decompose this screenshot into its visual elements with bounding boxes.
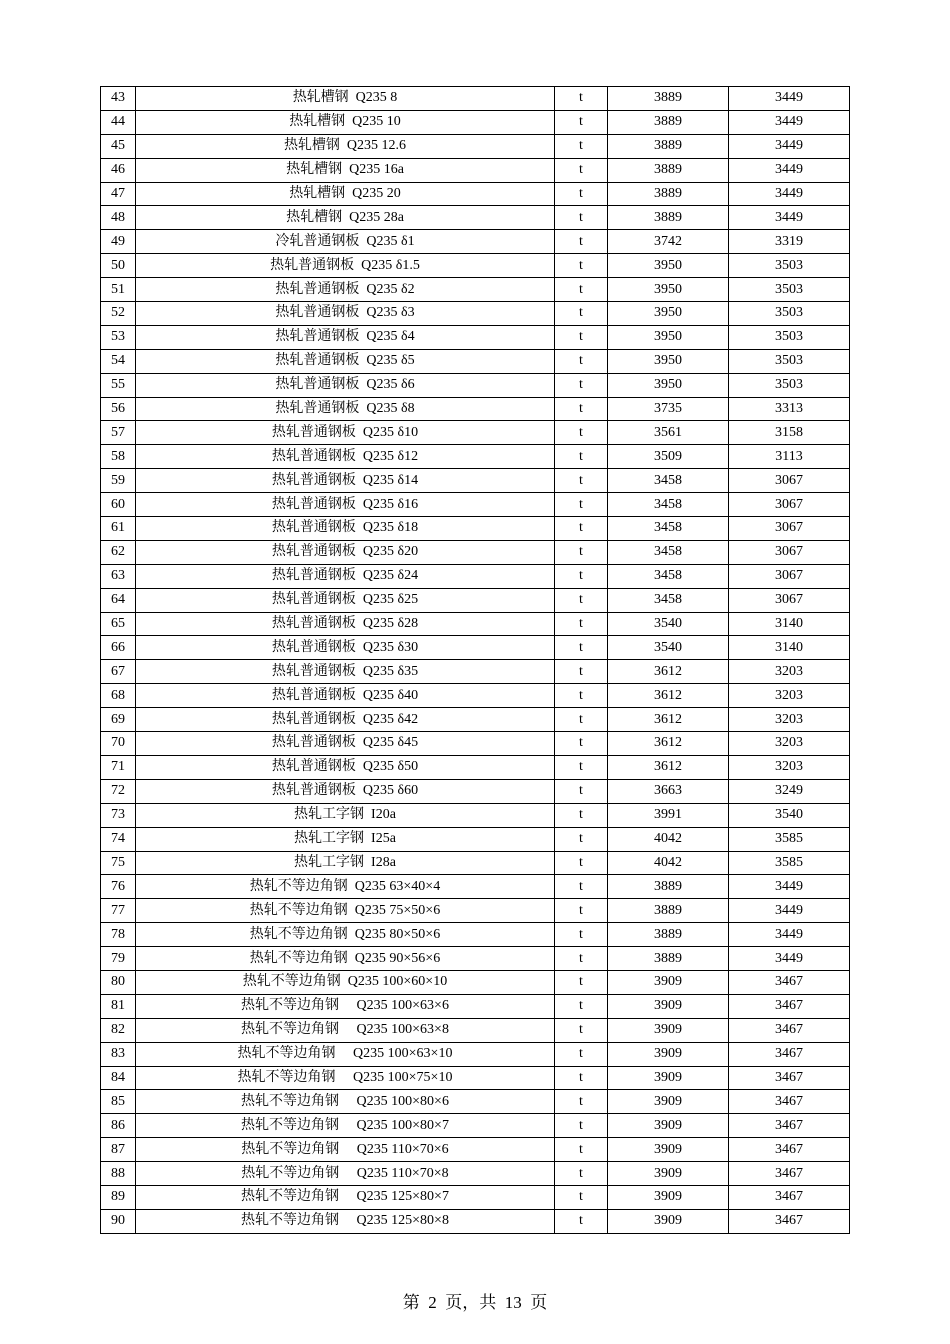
row-number-cell: 46 xyxy=(101,158,136,182)
unit-cell: t xyxy=(555,134,608,158)
price-2-cell: 3467 xyxy=(729,1209,850,1233)
table-row xyxy=(101,469,850,493)
row-number-cell: 62 xyxy=(101,540,136,564)
unit-cell: t xyxy=(555,469,608,493)
price-1-cell: 3950 xyxy=(608,302,729,326)
item-name-cell: 冷轧普通钢板 Q235 δ1 xyxy=(136,230,555,254)
row-number-cell: 50 xyxy=(101,254,136,278)
price-2-cell: 3449 xyxy=(729,206,850,230)
table-row xyxy=(101,779,850,803)
unit-cell: t xyxy=(555,612,608,636)
unit-cell: t xyxy=(555,732,608,756)
item-name-cell: 热轧槽钢 Q235 10 xyxy=(136,110,555,134)
unit-cell: t xyxy=(555,803,608,827)
table-row xyxy=(101,1090,850,1114)
row-number-cell: 66 xyxy=(101,636,136,660)
unit-cell: t xyxy=(555,540,608,564)
row-number-cell: 52 xyxy=(101,302,136,326)
row-number-cell: 89 xyxy=(101,1185,136,1209)
price-2-cell: 3449 xyxy=(729,182,850,206)
row-number-cell: 59 xyxy=(101,469,136,493)
price-2-cell: 3067 xyxy=(729,564,850,588)
table-row xyxy=(101,302,850,326)
item-name-cell: 热轧不等边角钢 Q235 100×80×7 xyxy=(136,1114,555,1138)
row-number-cell: 68 xyxy=(101,684,136,708)
price-2-cell: 3467 xyxy=(729,1162,850,1186)
price-1-cell: 3889 xyxy=(608,947,729,971)
unit-cell: t xyxy=(555,1185,608,1209)
unit-cell: t xyxy=(555,373,608,397)
price-1-cell: 3458 xyxy=(608,564,729,588)
table-row xyxy=(101,158,850,182)
price-1-cell: 3950 xyxy=(608,349,729,373)
table-row xyxy=(101,612,850,636)
row-number-cell: 57 xyxy=(101,421,136,445)
item-name-cell: 热轧普通钢板 Q235 δ8 xyxy=(136,397,555,421)
table-row xyxy=(101,899,850,923)
price-1-cell: 3889 xyxy=(608,134,729,158)
unit-cell: t xyxy=(555,110,608,134)
price-1-cell: 3889 xyxy=(608,206,729,230)
row-number-cell: 61 xyxy=(101,517,136,541)
item-name-cell: 热轧普通钢板 Q235 δ40 xyxy=(136,684,555,708)
table-row xyxy=(101,540,850,564)
item-name-cell: 热轧不等边角钢 Q235 75×50×6 xyxy=(136,899,555,923)
unit-cell: t xyxy=(555,230,608,254)
row-number-cell: 72 xyxy=(101,779,136,803)
price-2-cell: 3467 xyxy=(729,1066,850,1090)
unit-cell: t xyxy=(555,325,608,349)
row-number-cell: 53 xyxy=(101,325,136,349)
table-row xyxy=(101,493,850,517)
price-1-cell: 3458 xyxy=(608,588,729,612)
item-name-cell: 热轧普通钢板 Q235 δ3 xyxy=(136,302,555,326)
item-name-cell: 热轧槽钢 Q235 16a xyxy=(136,158,555,182)
row-number-cell: 79 xyxy=(101,947,136,971)
row-number-cell: 90 xyxy=(101,1209,136,1233)
price-1-cell: 3889 xyxy=(608,899,729,923)
row-number-cell: 45 xyxy=(101,134,136,158)
price-2-cell: 3449 xyxy=(729,899,850,923)
unit-cell: t xyxy=(555,87,608,111)
price-2-cell: 3503 xyxy=(729,325,850,349)
row-number-cell: 54 xyxy=(101,349,136,373)
unit-cell: t xyxy=(555,588,608,612)
row-number-cell: 87 xyxy=(101,1138,136,1162)
item-name-cell: 热轧槽钢 Q235 28a xyxy=(136,206,555,230)
unit-cell: t xyxy=(555,779,608,803)
table-row xyxy=(101,1138,850,1162)
unit-cell: t xyxy=(555,1066,608,1090)
item-name-cell: 热轧普通钢板 Q235 δ28 xyxy=(136,612,555,636)
item-name-cell: 热轧工字钢 I28a xyxy=(136,851,555,875)
table-row xyxy=(101,970,850,994)
price-2-cell: 3503 xyxy=(729,302,850,326)
price-2-cell: 3158 xyxy=(729,421,850,445)
row-number-cell: 74 xyxy=(101,827,136,851)
row-number-cell: 65 xyxy=(101,612,136,636)
price-1-cell: 3909 xyxy=(608,1090,729,1114)
price-1-cell: 3458 xyxy=(608,540,729,564)
table-row xyxy=(101,660,850,684)
item-name-cell: 热轧普通钢板 Q235 δ30 xyxy=(136,636,555,660)
row-number-cell: 63 xyxy=(101,564,136,588)
table-row xyxy=(101,397,850,421)
price-1-cell: 3950 xyxy=(608,254,729,278)
price-1-cell: 3909 xyxy=(608,1018,729,1042)
unit-cell: t xyxy=(555,158,608,182)
price-2-cell: 3113 xyxy=(729,445,850,469)
item-name-cell: 热轧不等边角钢 Q235 100×63×10 xyxy=(136,1042,555,1066)
price-1-cell: 3950 xyxy=(608,278,729,302)
row-number-cell: 71 xyxy=(101,755,136,779)
item-name-cell: 热轧普通钢板 Q235 δ6 xyxy=(136,373,555,397)
price-1-cell: 3909 xyxy=(608,1209,729,1233)
row-number-cell: 47 xyxy=(101,182,136,206)
table-row xyxy=(101,875,850,899)
price-1-cell: 3735 xyxy=(608,397,729,421)
item-name-cell: 热轧不等边角钢 Q235 80×50×6 xyxy=(136,923,555,947)
price-1-cell: 3889 xyxy=(608,923,729,947)
item-name-cell: 热轧普通钢板 Q235 δ42 xyxy=(136,708,555,732)
unit-cell: t xyxy=(555,1114,608,1138)
price-2-cell: 3313 xyxy=(729,397,850,421)
item-name-cell: 热轧不等边角钢 Q235 110×70×8 xyxy=(136,1162,555,1186)
price-2-cell: 3449 xyxy=(729,134,850,158)
price-2-cell: 3203 xyxy=(729,755,850,779)
item-name-cell: 热轧普通钢板 Q235 δ5 xyxy=(136,349,555,373)
row-number-cell: 88 xyxy=(101,1162,136,1186)
price-2-cell: 3449 xyxy=(729,158,850,182)
price-1-cell: 3561 xyxy=(608,421,729,445)
item-name-cell: 热轧普通钢板 Q235 δ20 xyxy=(136,540,555,564)
item-name-cell: 热轧普通钢板 Q235 δ16 xyxy=(136,493,555,517)
price-1-cell: 3540 xyxy=(608,612,729,636)
table-row xyxy=(101,517,850,541)
unit-cell: t xyxy=(555,1090,608,1114)
row-number-cell: 64 xyxy=(101,588,136,612)
row-number-cell: 82 xyxy=(101,1018,136,1042)
unit-cell: t xyxy=(555,923,608,947)
unit-cell: t xyxy=(555,278,608,302)
price-2-cell: 3203 xyxy=(729,660,850,684)
price-2-cell: 3140 xyxy=(729,612,850,636)
item-name-cell: 热轧普通钢板 Q235 δ10 xyxy=(136,421,555,445)
item-name-cell: 热轧普通钢板 Q235 δ4 xyxy=(136,325,555,349)
unit-cell: t xyxy=(555,302,608,326)
table-row xyxy=(101,349,850,373)
row-number-cell: 58 xyxy=(101,445,136,469)
price-1-cell: 3612 xyxy=(608,684,729,708)
price-1-cell: 3612 xyxy=(608,660,729,684)
price-2-cell: 3449 xyxy=(729,87,850,111)
row-number-cell: 81 xyxy=(101,994,136,1018)
unit-cell: t xyxy=(555,397,608,421)
unit-cell: t xyxy=(555,708,608,732)
price-1-cell: 3950 xyxy=(608,373,729,397)
row-number-cell: 76 xyxy=(101,875,136,899)
unit-cell: t xyxy=(555,254,608,278)
price-1-cell: 4042 xyxy=(608,827,729,851)
item-name-cell: 热轧不等边角钢 Q235 125×80×8 xyxy=(136,1209,555,1233)
table-row xyxy=(101,134,850,158)
price-1-cell: 3909 xyxy=(608,1066,729,1090)
price-2-cell: 3140 xyxy=(729,636,850,660)
price-2-cell: 3585 xyxy=(729,851,850,875)
price-1-cell: 3889 xyxy=(608,158,729,182)
price-2-cell: 3067 xyxy=(729,588,850,612)
row-number-cell: 55 xyxy=(101,373,136,397)
row-number-cell: 80 xyxy=(101,970,136,994)
price-2-cell: 3249 xyxy=(729,779,850,803)
price-2-cell: 3467 xyxy=(729,1138,850,1162)
item-name-cell: 热轧普通钢板 Q235 δ35 xyxy=(136,660,555,684)
price-2-cell: 3540 xyxy=(729,803,850,827)
price-1-cell: 3909 xyxy=(608,1162,729,1186)
unit-cell: t xyxy=(555,636,608,660)
unit-cell: t xyxy=(555,182,608,206)
table-row xyxy=(101,110,850,134)
price-1-cell: 3663 xyxy=(608,779,729,803)
price-2-cell: 3067 xyxy=(729,493,850,517)
row-number-cell: 77 xyxy=(101,899,136,923)
price-1-cell: 3909 xyxy=(608,1114,729,1138)
price-1-cell: 3909 xyxy=(608,970,729,994)
item-name-cell: 热轧不等边角钢 Q235 90×56×6 xyxy=(136,947,555,971)
price-2-cell: 3203 xyxy=(729,684,850,708)
price-2-cell: 3467 xyxy=(729,1018,850,1042)
price-2-cell: 3585 xyxy=(729,827,850,851)
item-name-cell: 热轧普通钢板 Q235 δ50 xyxy=(136,755,555,779)
table-row xyxy=(101,636,850,660)
price-1-cell: 3909 xyxy=(608,1185,729,1209)
price-2-cell: 3203 xyxy=(729,732,850,756)
row-number-cell: 60 xyxy=(101,493,136,517)
price-2-cell: 3467 xyxy=(729,1114,850,1138)
price-1-cell: 3458 xyxy=(608,493,729,517)
item-name-cell: 热轧不等边角钢 Q235 100×80×6 xyxy=(136,1090,555,1114)
table-row xyxy=(101,325,850,349)
unit-cell: t xyxy=(555,206,608,230)
unit-cell: t xyxy=(555,970,608,994)
item-name-cell: 热轧普通钢板 Q235 δ14 xyxy=(136,469,555,493)
price-1-cell: 3612 xyxy=(608,732,729,756)
price-2-cell: 3467 xyxy=(729,1042,850,1066)
item-name-cell: 热轧普通钢板 Q235 δ25 xyxy=(136,588,555,612)
unit-cell: t xyxy=(555,493,608,517)
unit-cell: t xyxy=(555,564,608,588)
unit-cell: t xyxy=(555,827,608,851)
item-name-cell: 热轧普通钢板 Q235 δ12 xyxy=(136,445,555,469)
row-number-cell: 69 xyxy=(101,708,136,732)
item-name-cell: 热轧工字钢 I25a xyxy=(136,827,555,851)
table-row xyxy=(101,421,850,445)
page-footer: 第 2 页，共 13 页 xyxy=(402,1293,548,1312)
price-1-cell: 3889 xyxy=(608,110,729,134)
price-1-cell: 3950 xyxy=(608,325,729,349)
item-name-cell: 热轧普通钢板 Q235 δ24 xyxy=(136,564,555,588)
row-number-cell: 85 xyxy=(101,1090,136,1114)
unit-cell: t xyxy=(555,1162,608,1186)
price-1-cell: 3509 xyxy=(608,445,729,469)
item-name-cell: 热轧工字钢 I20a xyxy=(136,803,555,827)
table-row xyxy=(101,87,850,111)
row-number-cell: 56 xyxy=(101,397,136,421)
item-name-cell: 热轧不等边角钢 Q235 110×70×6 xyxy=(136,1138,555,1162)
price-1-cell: 3889 xyxy=(608,182,729,206)
price-1-cell: 3612 xyxy=(608,755,729,779)
row-number-cell: 51 xyxy=(101,278,136,302)
price-2-cell: 3467 xyxy=(729,994,850,1018)
price-table xyxy=(100,86,850,1234)
item-name-cell: 热轧不等边角钢 Q235 63×40×4 xyxy=(136,875,555,899)
table-row xyxy=(101,182,850,206)
item-name-cell: 热轧普通钢板 Q235 δ2 xyxy=(136,278,555,302)
table-row xyxy=(101,230,850,254)
price-2-cell: 3067 xyxy=(729,469,850,493)
table-row xyxy=(101,732,850,756)
table-row xyxy=(101,1042,850,1066)
unit-cell: t xyxy=(555,660,608,684)
table-row xyxy=(101,684,850,708)
item-name-cell: 热轧不等边角钢 Q235 100×60×10 xyxy=(136,970,555,994)
price-1-cell: 3889 xyxy=(608,87,729,111)
unit-cell: t xyxy=(555,875,608,899)
item-name-cell: 热轧普通钢板 Q235 δ60 xyxy=(136,779,555,803)
row-number-cell: 78 xyxy=(101,923,136,947)
row-number-cell: 83 xyxy=(101,1042,136,1066)
price-1-cell: 3991 xyxy=(608,803,729,827)
price-1-cell: 3909 xyxy=(608,1138,729,1162)
unit-cell: t xyxy=(555,851,608,875)
row-number-cell: 86 xyxy=(101,1114,136,1138)
price-1-cell: 4042 xyxy=(608,851,729,875)
unit-cell: t xyxy=(555,994,608,1018)
unit-cell: t xyxy=(555,1209,608,1233)
row-number-cell: 48 xyxy=(101,206,136,230)
unit-cell: t xyxy=(555,517,608,541)
unit-cell: t xyxy=(555,755,608,779)
price-1-cell: 3458 xyxy=(608,469,729,493)
row-number-cell: 49 xyxy=(101,230,136,254)
item-name-cell: 热轧普通钢板 Q235 δ18 xyxy=(136,517,555,541)
unit-cell: t xyxy=(555,1138,608,1162)
price-1-cell: 3612 xyxy=(608,708,729,732)
table-row xyxy=(101,1018,850,1042)
row-number-cell: 73 xyxy=(101,803,136,827)
price-1-cell: 3742 xyxy=(608,230,729,254)
unit-cell: t xyxy=(555,421,608,445)
price-2-cell: 3067 xyxy=(729,540,850,564)
table-row xyxy=(101,803,850,827)
table-row xyxy=(101,947,850,971)
price-2-cell: 3503 xyxy=(729,278,850,302)
table-row xyxy=(101,851,850,875)
table-row xyxy=(101,708,850,732)
price-1-cell: 3909 xyxy=(608,994,729,1018)
table-row xyxy=(101,1066,850,1090)
table-row xyxy=(101,755,850,779)
price-2-cell: 3067 xyxy=(729,517,850,541)
row-number-cell: 75 xyxy=(101,851,136,875)
table-row xyxy=(101,1114,850,1138)
table-row xyxy=(101,445,850,469)
table-row xyxy=(101,1185,850,1209)
table-body xyxy=(101,87,850,1234)
price-2-cell: 3467 xyxy=(729,1185,850,1209)
price-1-cell: 3540 xyxy=(608,636,729,660)
price-2-cell: 3449 xyxy=(729,923,850,947)
unit-cell: t xyxy=(555,1042,608,1066)
row-number-cell: 43 xyxy=(101,87,136,111)
price-2-cell: 3467 xyxy=(729,970,850,994)
table-row xyxy=(101,564,850,588)
unit-cell: t xyxy=(555,947,608,971)
price-2-cell: 3503 xyxy=(729,349,850,373)
price-1-cell: 3909 xyxy=(608,1042,729,1066)
price-1-cell: 3889 xyxy=(608,875,729,899)
price-2-cell: 3203 xyxy=(729,708,850,732)
price-2-cell: 3503 xyxy=(729,373,850,397)
price-2-cell: 3449 xyxy=(729,875,850,899)
unit-cell: t xyxy=(555,684,608,708)
price-2-cell: 3449 xyxy=(729,947,850,971)
price-2-cell: 3467 xyxy=(729,1090,850,1114)
item-name-cell: 热轧不等边角钢 Q235 100×63×8 xyxy=(136,1018,555,1042)
table-row xyxy=(101,206,850,230)
table-row xyxy=(101,994,850,1018)
table-row xyxy=(101,827,850,851)
item-name-cell: 热轧槽钢 Q235 8 xyxy=(136,87,555,111)
unit-cell: t xyxy=(555,899,608,923)
item-name-cell: 热轧槽钢 Q235 12.6 xyxy=(136,134,555,158)
table-row xyxy=(101,923,850,947)
row-number-cell: 44 xyxy=(101,110,136,134)
row-number-cell: 70 xyxy=(101,732,136,756)
table-row xyxy=(101,1209,850,1233)
price-2-cell: 3503 xyxy=(729,254,850,278)
item-name-cell: 热轧不等边角钢 Q235 125×80×7 xyxy=(136,1185,555,1209)
item-name-cell: 热轧不等边角钢 Q235 100×75×10 xyxy=(136,1066,555,1090)
price-1-cell: 3458 xyxy=(608,517,729,541)
table-row xyxy=(101,588,850,612)
table-row xyxy=(101,1162,850,1186)
price-2-cell: 3319 xyxy=(729,230,850,254)
item-name-cell: 热轧不等边角钢 Q235 100×63×6 xyxy=(136,994,555,1018)
price-2-cell: 3449 xyxy=(729,110,850,134)
table-row xyxy=(101,373,850,397)
unit-cell: t xyxy=(555,1018,608,1042)
item-name-cell: 热轧普通钢板 Q235 δ45 xyxy=(136,732,555,756)
unit-cell: t xyxy=(555,445,608,469)
row-number-cell: 67 xyxy=(101,660,136,684)
item-name-cell: 热轧普通钢板 Q235 δ1.5 xyxy=(136,254,555,278)
row-number-cell: 84 xyxy=(101,1066,136,1090)
unit-cell: t xyxy=(555,349,608,373)
item-name-cell: 热轧槽钢 Q235 20 xyxy=(136,182,555,206)
table-row xyxy=(101,278,850,302)
table-row xyxy=(101,254,850,278)
